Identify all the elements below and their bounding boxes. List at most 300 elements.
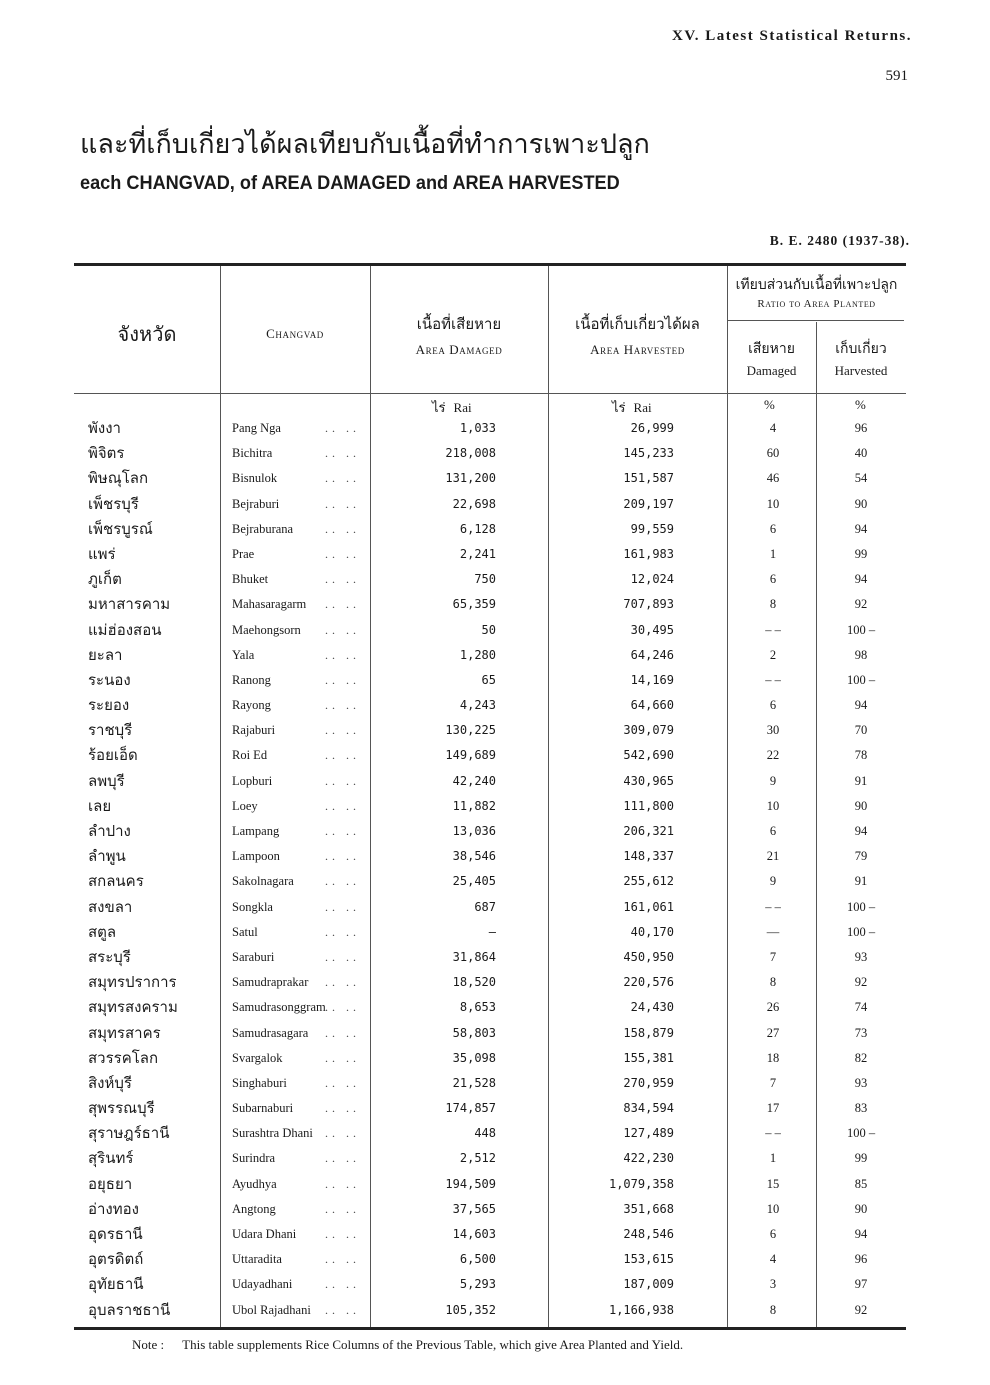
ratio-damaged-cell: 18 <box>766 1050 780 1065</box>
table-row <box>0 895 990 920</box>
changvad-en-cell: Surindra <box>232 1151 276 1166</box>
dot-leader: .. .. <box>325 1201 360 1216</box>
area-damaged-cell: 65 <box>481 672 496 687</box>
area-harvested-cell: 148,337 <box>623 849 674 864</box>
ratio-damaged-cell: 22 <box>766 748 780 763</box>
table-row <box>0 1197 990 1222</box>
dot-leader: .. .. <box>325 1302 360 1317</box>
page-number: 591 <box>885 68 908 84</box>
area-damaged-cell: 2,512 <box>459 1151 496 1166</box>
dot-leader: .. .. <box>325 773 360 788</box>
area-harvested-cell: 834,594 <box>623 1101 674 1116</box>
ratio-damaged-cell: – – <box>765 622 781 637</box>
changvad-en-cell: Surashtra Dhani <box>232 1126 313 1141</box>
dot-leader: .. .. <box>325 1000 360 1015</box>
changvad-en-cell: Bhuket <box>232 572 269 587</box>
area-damaged-cell: 31,864 <box>452 949 496 964</box>
changvad-en-cell: Mahasaragarm <box>232 597 307 612</box>
changvad-thai-cell: อุดรธานี <box>88 1225 143 1243</box>
area-damaged-cell: 18,520 <box>452 975 496 990</box>
header-rule <box>74 393 906 394</box>
ratio-harvested-cell: 99 <box>854 546 868 561</box>
header-ratio-thai: เทียบส่วนกับเนื้อที่เพาะปลูก <box>735 277 898 293</box>
changvad-thai-cell: ลำปาง <box>88 822 131 840</box>
changvad-thai-cell: สมุทรสาคร <box>88 1023 161 1042</box>
changvad-thai-cell: พิจิตร <box>88 444 125 463</box>
area-harvested-cell: 248,546 <box>623 1227 674 1241</box>
dot-leader: .. .. <box>325 723 360 738</box>
ratio-damaged-cell: 60 <box>766 446 780 461</box>
changvad-thai-cell: สวรรคโลก <box>88 1048 159 1067</box>
ratio-harvested-cell: 100 – <box>846 622 876 637</box>
changvad-en-cell: Rajaburi <box>232 723 276 738</box>
changvad-thai-cell: สุราษฎร์ธานี <box>88 1124 170 1143</box>
dot-leader: .. .. <box>325 1227 360 1241</box>
ratio-harvested-cell: 100 – <box>846 1126 876 1141</box>
area-damaged-cell: 6,500 <box>459 1252 496 1267</box>
ratio-harvested-cell: 100 – <box>846 924 876 939</box>
ratio-harvested-cell: 91 <box>854 773 868 788</box>
dot-leader: .. .. <box>325 1277 360 1292</box>
changvad-en-cell: Svargalok <box>232 1050 283 1065</box>
area-damaged-cell: 58,803 <box>452 1025 496 1040</box>
area-harvested-cell: 111,800 <box>623 798 674 813</box>
table-row <box>0 920 990 945</box>
dot-leader: .. .. <box>325 798 360 813</box>
ratio-damaged-cell: 7 <box>769 1075 777 1090</box>
changvad-thai-cell: อุตรดิตถ์ <box>88 1250 144 1269</box>
header-ratio-harvested-thai: เก็บเกี่ยว <box>835 341 887 357</box>
dot-leader: .. .. <box>325 1126 360 1141</box>
ratio-damaged-cell: – – <box>765 672 781 687</box>
area-damaged-cell: 131,200 <box>445 471 496 486</box>
ratio-harvested-cell: 94 <box>854 521 868 536</box>
area-harvested-cell: 542,690 <box>623 748 674 763</box>
table-row <box>0 819 990 844</box>
header-ratio-damaged-en: Damaged <box>746 363 797 378</box>
table-row <box>0 416 990 441</box>
ratio-damaged-cell: 3 <box>769 1277 777 1292</box>
area-damaged-cell: 1,033 <box>459 421 496 435</box>
ratio-damaged-cell: 17 <box>766 1101 780 1116</box>
title-english: each CHANGVAD, of AREA DAMAGED and AREA HARVESTED <box>80 172 620 194</box>
area-harvested-cell: 309,079 <box>623 723 674 738</box>
ratio-harvested-cell: 96 <box>854 1252 868 1267</box>
table-row <box>0 970 990 995</box>
dot-leader: .. .. <box>325 421 360 435</box>
header-rule <box>728 320 904 321</box>
ratio-damaged-cell: 10 <box>766 798 780 813</box>
table-row <box>0 668 990 693</box>
area-damaged-cell: 21,528 <box>452 1075 496 1090</box>
changvad-en-cell: Sakolnagara <box>232 874 294 889</box>
table-row <box>0 466 990 491</box>
table-body <box>0 416 990 1323</box>
ratio-damaged-cell: 6 <box>769 1227 777 1241</box>
table-row <box>0 743 990 768</box>
dot-leader: .. .. <box>325 924 360 939</box>
table-row <box>0 567 990 592</box>
area-harvested-cell: 430,965 <box>623 773 674 788</box>
dot-leader: .. .. <box>325 597 360 612</box>
area-damaged-cell: 448 <box>474 1126 496 1141</box>
table-row <box>0 995 990 1020</box>
changvad-en-cell: Maehongsorn <box>232 622 301 637</box>
dot-leader: .. .. <box>325 672 360 687</box>
area-harvested-cell: 1,079,358 <box>608 1176 674 1191</box>
ratio-harvested-cell: 100 – <box>846 899 876 914</box>
ratio-damaged-cell: – – <box>765 899 781 914</box>
ratio-damaged-cell: 6 <box>769 824 777 838</box>
area-harvested-cell: 351,668 <box>623 1201 674 1216</box>
area-harvested-cell: 158,879 <box>623 1025 674 1040</box>
table-row <box>0 618 990 643</box>
header-area-damaged-en: Area Damaged <box>415 342 503 357</box>
ratio-harvested-cell: 93 <box>854 949 868 964</box>
dot-leader: .. .. <box>325 949 360 964</box>
changvad-thai-cell: ระนอง <box>88 670 131 689</box>
changvad-en-cell: Subarnaburi <box>232 1101 294 1116</box>
changvad-en-cell: Udara Dhani <box>232 1227 297 1241</box>
ratio-damaged-cell: 4 <box>769 1252 777 1267</box>
area-damaged-cell: 130,225 <box>445 723 496 738</box>
area-damaged-cell: — <box>488 924 496 939</box>
area-harvested-cell: 151,587 <box>623 471 674 486</box>
ratio-harvested-cell: 93 <box>854 1075 868 1090</box>
changvad-en-cell: Ubol Rajadhani <box>232 1302 311 1317</box>
area-harvested-cell: 450,950 <box>623 949 674 964</box>
unit-harvested-en: Rai <box>633 400 652 415</box>
area-damaged-cell: 22,698 <box>452 496 496 511</box>
ratio-harvested-cell: 74 <box>854 1000 868 1015</box>
area-harvested-cell: 64,660 <box>630 698 674 713</box>
dot-leader: .. .. <box>325 521 360 536</box>
table-row <box>0 794 990 819</box>
unit-damaged <box>432 397 472 418</box>
table-row <box>0 1096 990 1121</box>
header-changvad-en-text: Changvad <box>266 326 324 341</box>
area-harvested-cell: 64,246 <box>630 647 674 662</box>
area-damaged-cell: 218,008 <box>445 446 496 461</box>
table-row <box>0 1121 990 1146</box>
ratio-damaged-cell: 1 <box>769 546 777 561</box>
area-damaged-cell: 687 <box>474 899 496 914</box>
area-harvested-cell: 220,576 <box>623 975 674 990</box>
area-harvested-cell: 153,615 <box>623 1252 674 1267</box>
ratio-harvested-cell: 90 <box>854 496 868 511</box>
ratio-harvested-cell: 85 <box>854 1176 868 1191</box>
changvad-en-cell: Roi Ed <box>232 748 268 763</box>
dot-leader: .. .. <box>325 874 360 889</box>
changvad-en-cell: Ayudhya <box>232 1176 277 1191</box>
dot-leader: .. .. <box>325 471 360 486</box>
changvad-thai-cell: เพ็ชรบูรณ์ <box>88 519 153 538</box>
ratio-damaged-cell: 27 <box>766 1025 780 1040</box>
changvad-en-cell: Singhaburi <box>232 1075 287 1090</box>
area-harvested-cell: 255,612 <box>623 874 674 889</box>
table-row <box>0 542 990 567</box>
table-row <box>0 1071 990 1096</box>
dot-leader: .. .. <box>325 748 360 763</box>
header-ratio-harvested-en: Harvested <box>834 363 888 378</box>
changvad-thai-cell: สุพรรณบุรี <box>88 1099 155 1118</box>
dot-leader: .. .. <box>325 446 360 461</box>
ratio-damaged-cell: 8 <box>769 975 777 990</box>
area-damaged-cell: 194,509 <box>445 1176 496 1191</box>
ratio-harvested-cell: 54 <box>854 471 868 486</box>
dot-leader: .. .. <box>325 572 360 587</box>
ratio-harvested-cell: 99 <box>854 1151 868 1166</box>
area-damaged-cell: 11,882 <box>452 798 496 813</box>
ratio-damaged-cell: 9 <box>769 773 777 788</box>
ratio-damaged-cell: 26 <box>766 1000 780 1015</box>
ratio-harvested-cell: 91 <box>854 874 868 889</box>
changvad-en-cell: Lopburi <box>232 773 273 788</box>
area-damaged-cell: 65,359 <box>452 597 496 612</box>
ratio-harvested-cell: 92 <box>854 975 868 990</box>
dot-leader: .. .. <box>325 647 360 662</box>
table-row <box>0 1172 990 1197</box>
ratio-harvested-cell: 94 <box>854 824 868 838</box>
changvad-thai-cell: ระยอง <box>88 696 130 715</box>
area-damaged-cell: 174,857 <box>445 1101 496 1116</box>
changvad-thai-cell: พิษณุโลก <box>88 469 149 488</box>
ratio-harvested-cell: 94 <box>854 698 868 713</box>
changvad-thai-cell: อุทัยธานี <box>88 1275 144 1294</box>
area-harvested-cell: 24,430 <box>630 1000 674 1015</box>
area-damaged-cell: 2,241 <box>459 546 496 561</box>
changvad-thai-cell: สมุทรสงคราม <box>88 998 178 1017</box>
area-harvested-cell: 155,381 <box>623 1050 674 1065</box>
ratio-harvested-cell: 70 <box>854 723 868 738</box>
changvad-thai-cell: สิงห์บุรี <box>88 1073 132 1092</box>
changvad-thai-cell: สระบุรี <box>88 947 131 966</box>
ratio-damaged-cell: 46 <box>766 471 780 486</box>
ratio-harvested-cell: 40 <box>854 446 868 461</box>
unit-damaged-en: Rai <box>453 400 472 415</box>
area-damaged-cell: 750 <box>474 572 496 587</box>
changvad-thai-cell: เพ็ชรบุรี <box>88 494 139 513</box>
ratio-harvested-cell: 92 <box>854 597 868 612</box>
changvad-thai-cell: ภูเก็ต <box>88 570 122 589</box>
table-row <box>0 1298 990 1323</box>
table-row <box>0 517 990 542</box>
area-harvested-cell: 26,999 <box>630 421 674 435</box>
header-area-harvested <box>548 312 727 358</box>
changvad-en-cell: Lampang <box>232 824 280 838</box>
changvad-en-cell: Songkla <box>232 899 273 914</box>
changvad-thai-cell: สุรินทร์ <box>88 1149 134 1168</box>
changvad-en-cell: Saraburi <box>232 949 275 964</box>
area-damaged-cell: 4,243 <box>459 698 496 713</box>
ratio-harvested-cell: 90 <box>854 798 868 813</box>
unit-ratio-harvested: % <box>855 397 866 412</box>
header-area-harvested-en: Area Harvested <box>590 342 685 357</box>
ratio-damaged-cell: 6 <box>769 572 777 587</box>
area-damaged-cell: 5,293 <box>459 1277 496 1292</box>
ratio-harvested-cell: 97 <box>854 1277 868 1292</box>
changvad-thai-cell: สมุทรปราการ <box>88 973 177 992</box>
area-harvested-cell: 422,230 <box>623 1151 674 1166</box>
table-row <box>0 1247 990 1272</box>
changvad-en-cell: Prae <box>232 546 255 561</box>
header-changvad-en <box>220 323 370 342</box>
changvad-en-cell: Rayong <box>232 698 271 713</box>
ratio-harvested-cell: 90 <box>854 1201 868 1216</box>
table-row <box>0 643 990 668</box>
dot-leader: .. .. <box>325 622 360 637</box>
table-row <box>0 1046 990 1071</box>
header-changvad-thai-text: จังหวัด <box>117 322 177 346</box>
changvad-en-cell: Lampoon <box>232 849 280 864</box>
area-harvested-cell: 187,009 <box>623 1277 674 1292</box>
year-line: B. E. 2480 (1937-38). <box>769 233 910 248</box>
changvad-thai-cell: แม่ฮ่องสอน <box>88 620 162 639</box>
changvad-en-cell: Pang Nga <box>232 421 281 435</box>
ratio-damaged-cell: 10 <box>766 496 780 511</box>
changvad-en-cell: Samudraprakar <box>232 975 309 990</box>
table-row <box>0 769 990 794</box>
changvad-en-cell: Yala <box>232 647 255 662</box>
ratio-harvested-cell: 94 <box>854 1227 868 1241</box>
changvad-en-cell: Samudrasonggram <box>232 1000 326 1015</box>
running-head: XV. Latest Statistical Returns. <box>672 28 912 44</box>
ratio-damaged-cell: 8 <box>769 597 777 612</box>
dot-leader: .. .. <box>325 1176 360 1191</box>
area-harvested-cell: 40,170 <box>630 924 674 939</box>
footnote-label: Note : <box>132 1337 165 1352</box>
changvad-thai-cell: อยุธยา <box>88 1174 133 1193</box>
changvad-thai-cell: สกลนคร <box>88 872 144 891</box>
ratio-harvested-cell: 100 – <box>846 672 876 687</box>
header-area-harvested-thai: เนื้อที่เก็บเกี่ยวได้ผล <box>575 315 700 333</box>
area-damaged-cell: 14,603 <box>452 1227 496 1241</box>
dot-leader: .. .. <box>325 1075 360 1090</box>
changvad-thai-cell: ร้อยเอ็ด <box>88 746 138 765</box>
area-harvested-cell: 270,959 <box>623 1075 674 1090</box>
changvad-thai-cell: ลพบุรี <box>88 771 125 790</box>
ratio-damaged-cell: 4 <box>769 421 777 435</box>
ratio-harvested-cell: 79 <box>854 849 868 864</box>
footnote <box>132 1337 683 1353</box>
ratio-harvested-cell: 82 <box>854 1050 868 1065</box>
ratio-damaged-cell: 10 <box>766 1201 780 1216</box>
ratio-damaged-cell: — <box>766 924 780 939</box>
area-harvested-cell: 14,169 <box>630 672 674 687</box>
changvad-en-cell: Bichitra <box>232 446 273 461</box>
area-harvested-cell: 127,489 <box>623 1126 674 1141</box>
area-damaged-cell: 50 <box>481 622 496 637</box>
unit-harvested-thai: ไร่ <box>612 401 626 416</box>
ratio-damaged-cell: 6 <box>769 521 777 536</box>
header-ratio-damaged-thai: เสียหาย <box>748 341 795 357</box>
table-row <box>0 718 990 743</box>
area-damaged-cell: 13,036 <box>452 824 496 838</box>
table-row <box>0 1272 990 1297</box>
area-damaged-cell: 25,405 <box>452 874 496 889</box>
ratio-damaged-cell: 2 <box>769 647 777 662</box>
dot-leader: .. .. <box>325 1252 360 1267</box>
table-row <box>0 441 990 466</box>
dot-leader: .. .. <box>325 1101 360 1116</box>
changvad-en-cell: Uttaradita <box>232 1252 282 1267</box>
dot-leader: .. .. <box>325 1151 360 1166</box>
header-ratio-harvested <box>816 338 906 379</box>
header-ratio-en: Ratio to Area Planted <box>757 298 876 310</box>
dot-leader: .. .. <box>325 546 360 561</box>
area-damaged-cell: 105,352 <box>445 1302 496 1317</box>
area-damaged-cell: 8,653 <box>459 1000 496 1015</box>
changvad-thai-cell: เลย <box>88 796 112 815</box>
area-damaged-cell: 42,240 <box>452 773 496 788</box>
area-harvested-cell: 206,321 <box>623 824 674 838</box>
ratio-harvested-cell: 83 <box>854 1101 868 1116</box>
area-damaged-cell: 38,546 <box>452 849 496 864</box>
header-area-damaged-thai: เนื้อที่เสียหาย <box>416 315 502 333</box>
area-harvested-cell: 707,893 <box>623 597 674 612</box>
area-damaged-cell: 37,565 <box>452 1201 496 1216</box>
changvad-en-cell: Udayadhani <box>232 1277 293 1292</box>
dot-leader: .. .. <box>325 698 360 713</box>
ratio-damaged-cell: 30 <box>766 723 780 738</box>
dot-leader: .. .. <box>325 975 360 990</box>
changvad-en-cell: Samudrasagara <box>232 1025 309 1040</box>
changvad-thai-cell: อ่างทอง <box>88 1199 139 1218</box>
table-row <box>0 693 990 718</box>
ratio-harvested-cell: 98 <box>854 647 868 662</box>
ratio-damaged-cell: 6 <box>769 698 777 713</box>
area-damaged-cell: 149,689 <box>445 748 496 763</box>
area-harvested-cell: 209,197 <box>623 496 674 511</box>
area-harvested-cell: 99,559 <box>630 521 674 536</box>
dot-leader: .. .. <box>325 496 360 511</box>
ratio-damaged-cell: 1 <box>769 1151 777 1166</box>
area-harvested-cell: 30,495 <box>630 622 674 637</box>
dot-leader: .. .. <box>325 1025 360 1040</box>
area-damaged-cell: 1,280 <box>459 647 496 662</box>
unit-damaged-thai: ไร่ <box>432 401 446 416</box>
changvad-thai-cell: แพร่ <box>88 544 116 563</box>
dot-leader: .. .. <box>325 1050 360 1065</box>
dot-leader: .. .. <box>325 849 360 864</box>
ratio-harvested-cell: 73 <box>854 1025 868 1040</box>
dot-leader: .. .. <box>325 824 360 838</box>
changvad-en-cell: Ranong <box>232 672 271 687</box>
ratio-harvested-cell: 96 <box>854 421 868 435</box>
ratio-harvested-cell: 94 <box>854 572 868 587</box>
area-harvested-cell: 12,024 <box>630 572 674 587</box>
ratio-harvested-cell: 92 <box>854 1302 868 1317</box>
area-damaged-cell: 35,098 <box>452 1050 496 1065</box>
changvad-en-cell: Bejraburi <box>232 496 280 511</box>
table-row <box>0 1021 990 1046</box>
header-ratio <box>727 274 906 310</box>
changvad-thai-cell: มหาสารคาม <box>88 595 171 614</box>
changvad-en-cell: Satul <box>232 924 258 939</box>
changvad-thai-cell: ลำพูน <box>88 847 126 866</box>
area-harvested-cell: 161,983 <box>623 546 674 561</box>
changvad-en-cell: Bejraburana <box>232 521 294 536</box>
table-row <box>0 592 990 617</box>
header-changvad-thai <box>74 318 220 350</box>
table-row <box>0 1222 990 1247</box>
ratio-damaged-cell: 21 <box>766 849 780 864</box>
area-harvested-cell: 145,233 <box>623 446 674 461</box>
changvad-en-cell: Loey <box>232 798 258 813</box>
changvad-thai-cell: ยะลา <box>88 645 123 664</box>
ratio-damaged-cell: 9 <box>769 874 777 889</box>
area-harvested-cell: 1,166,938 <box>608 1302 674 1317</box>
